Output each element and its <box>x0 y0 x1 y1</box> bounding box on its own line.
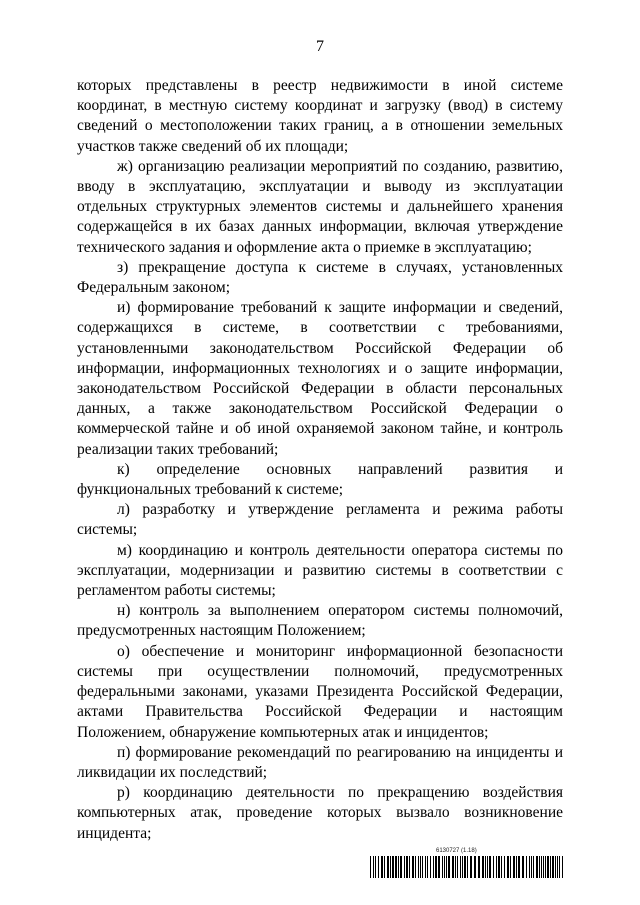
barcode <box>370 848 566 878</box>
paragraph-item-z: з) прекращение доступа к системе в случаях, установленных Федеральным законом; <box>77 258 563 297</box>
paragraph-item-p: п) формирование рекомендаций по реагированию на инциденты и ликвидации их последствий; <box>77 743 563 781</box>
page-number: 7 <box>316 38 324 55</box>
paragraph-continuation: которых представлены в реестр недвижимости в иной системе координат, в местную систему координат и загрузку (ввод) в систему сведений о местоположении таких границ, а в отношении земельных участков также сведений об их площади; <box>77 77 563 155</box>
document-body <box>77 76 563 844</box>
paragraph-item-r: р) координацию деятельности по прекращению воздействия компьютерных атак, проведение которых вызвало возникновение инцидента; <box>77 784 563 842</box>
paragraph-item-k: к) определение основных направлений развития и функциональных требований к системе; <box>77 460 563 499</box>
paragraph-item-zh: ж) организацию реализации мероприятий по созданию, развитию, вводу в эксплуатацию, эксплуатации и выводу из эксплуатации отдельных структурных элементов системы и дальнейшего хранения содержащейся в их базах данных информации, включая утверждение технического задания и оформление акта о приемке в эксплуатацию; <box>77 157 563 256</box>
paragraph-item-o: о) обеспечение и мониторинг информационной безопасности системы при осуществлении полномочий, предусмотренных федеральными законами, указами Президента Российской Федерации, актами Правительства Российской Федерации и настоящим Положением, обнаружение компьютерных атак и инцидентов; <box>77 642 563 741</box>
paragraph-item-n: н) контроль за выполнением оператором системы полномочий, предусмотренных настоящим Положением; <box>77 602 563 640</box>
barcode-bars <box>370 856 566 878</box>
paragraph-item-l: л) разработку и утверждение регламента и режима работы системы; <box>77 501 563 539</box>
paragraph-item-i: и) формирование требований к защите информации и сведений, содержащихся в системе, в соответствии с требованиями, установленными законодательством Российской Федерации об информации, информационных технологиях и о защите информации, законодательством Российской Федерации в области персональных данных, а также законодательством Российской Федерации о коммерческой тайне и об иной охраняемой законом тайне, и контроль реализации таких требований; <box>77 299 563 458</box>
barcode-caption: 6130727 (1.18) <box>436 848 477 854</box>
paragraph-item-m: м) координацию и контроль деятельности оператора системы по эксплуатации, модернизации и развитию системы в соответствии с регламентом работы системы; <box>77 541 563 600</box>
